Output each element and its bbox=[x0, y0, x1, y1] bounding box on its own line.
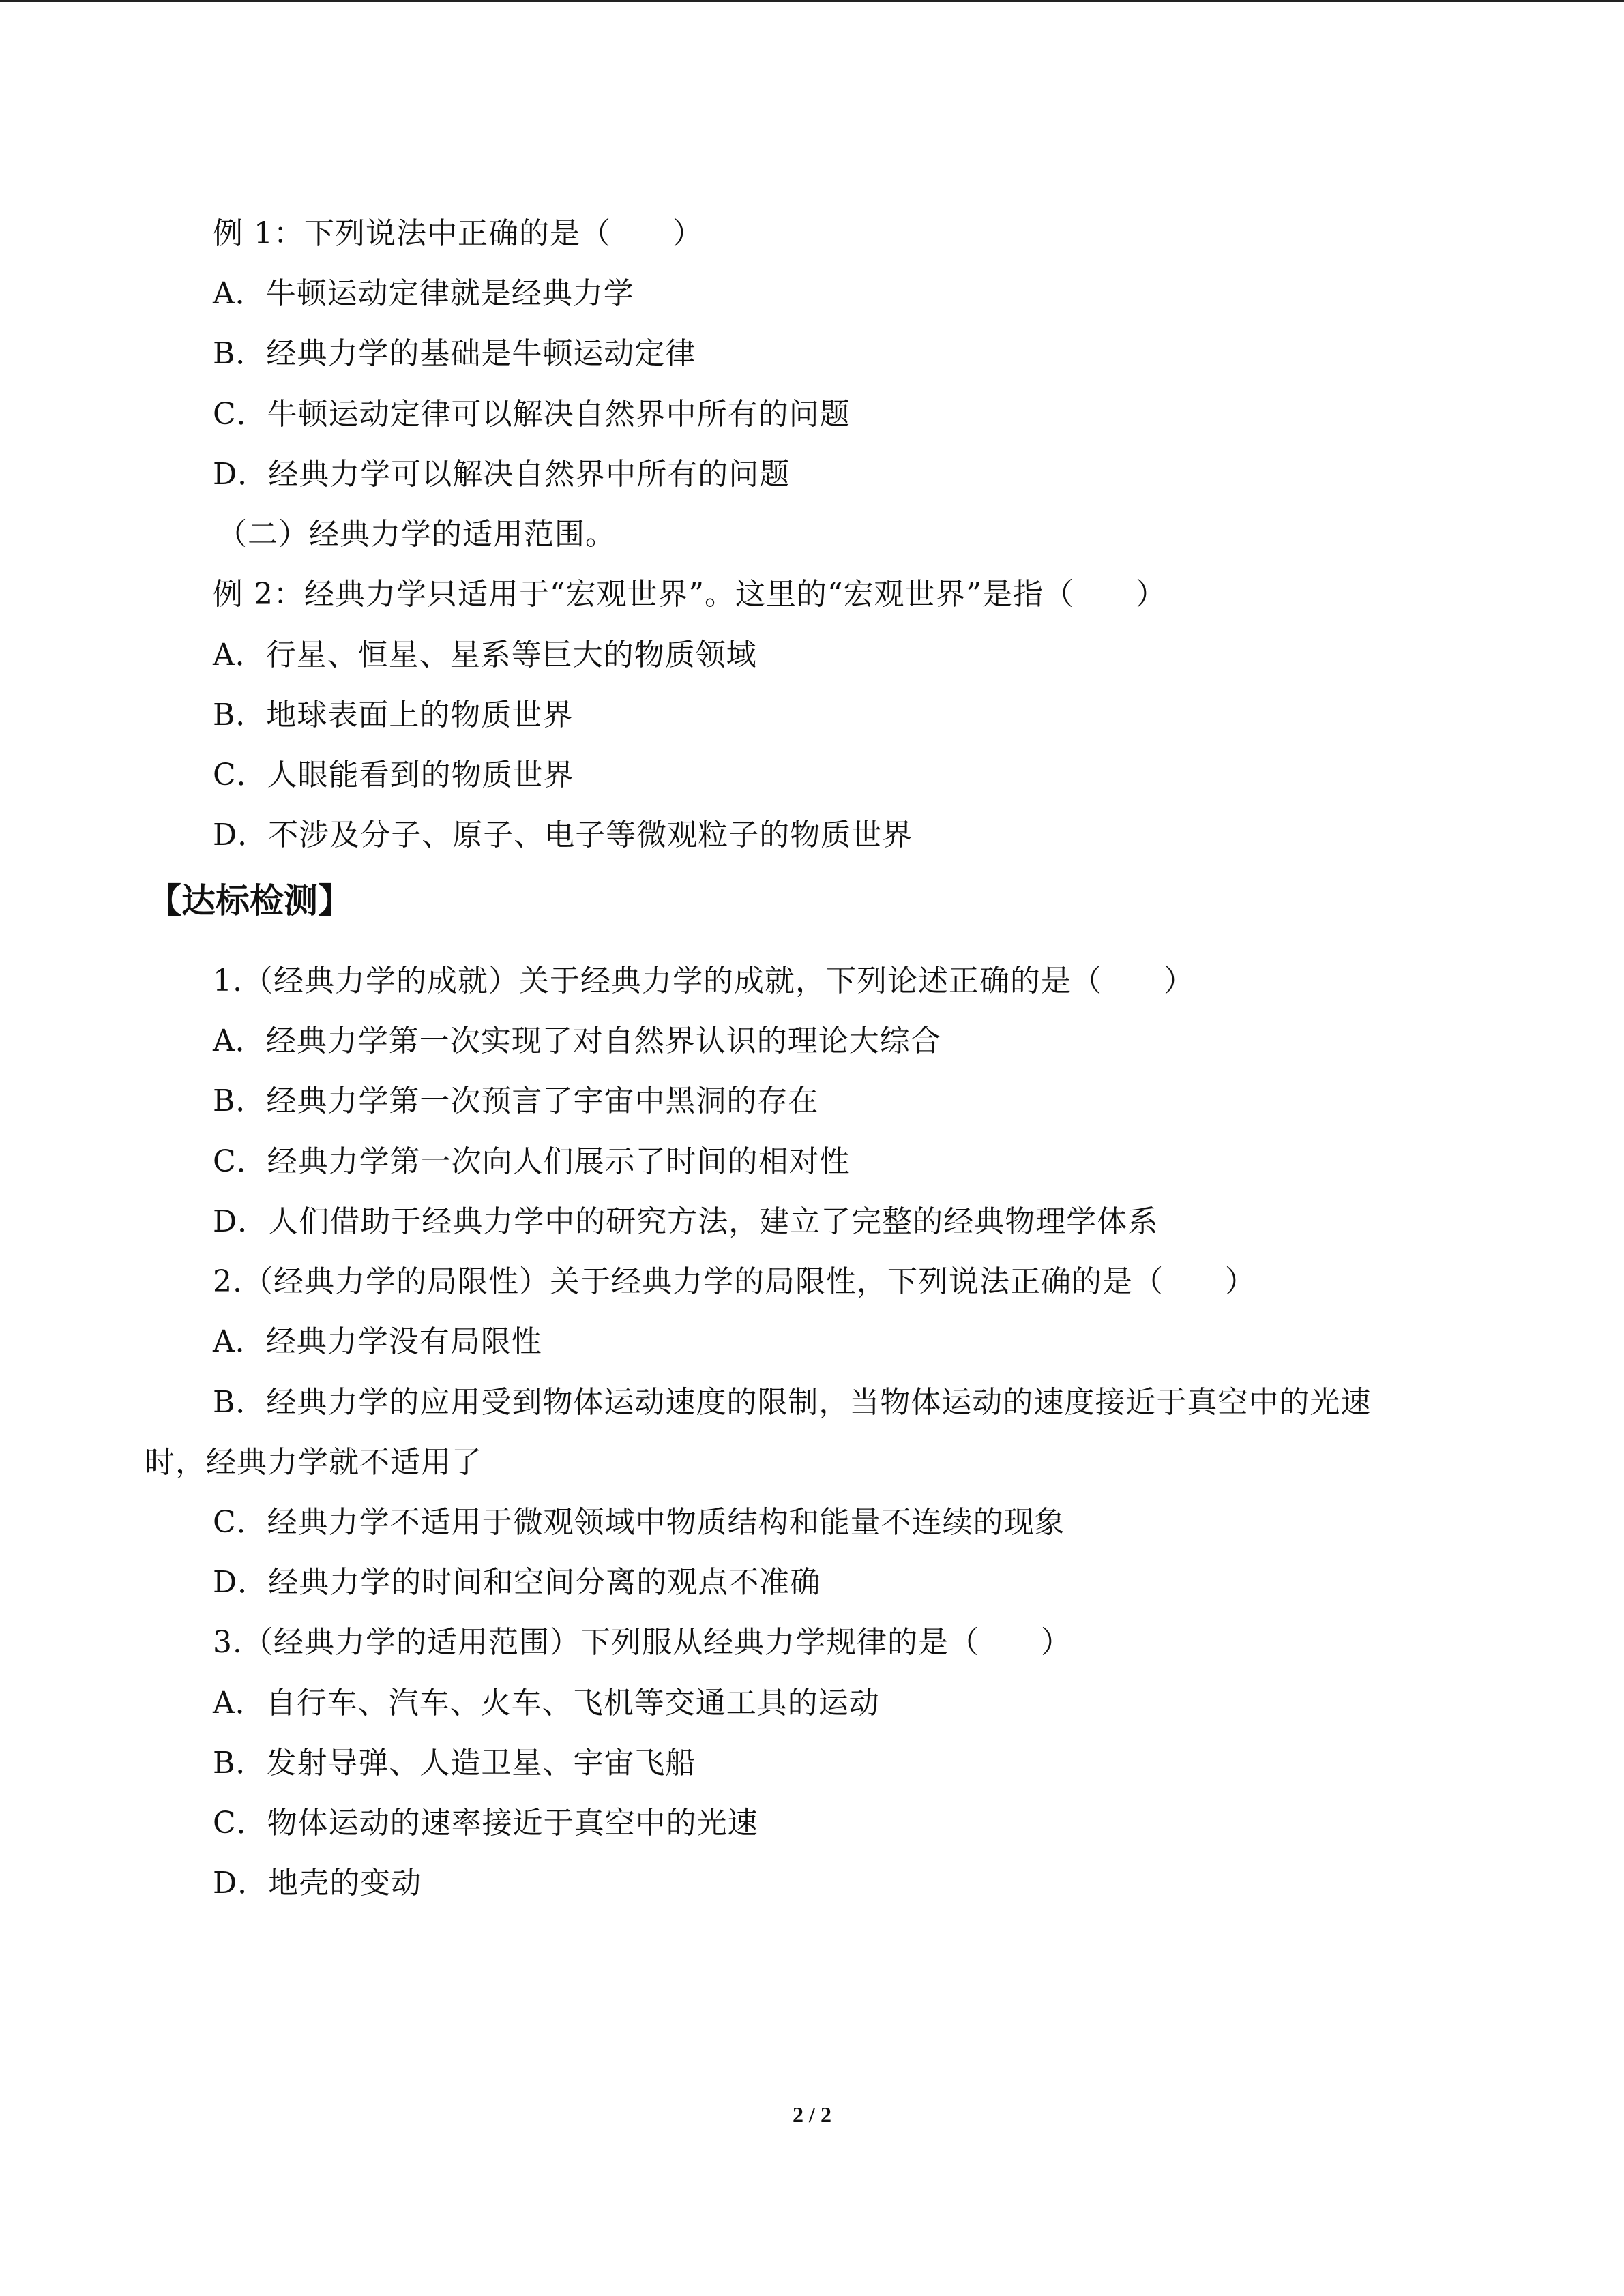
question1-option-d: D．人们借助于经典力学中的研究方法，建立了完整的经典物理学体系 bbox=[213, 1204, 1159, 1239]
question2: 2.（经典力学的局限性）关于经典力学的局限性，下列说法正确的是（ ） bbox=[213, 1264, 1256, 1299]
example1-option-a: A．牛顿运动定律就是经典力学 bbox=[213, 276, 634, 311]
question1-option-b: B．经典力学第一次预言了宇宙中黑洞的存在 bbox=[213, 1084, 819, 1118]
question1: 1.（经典力学的成就）关于经典力学的成就，下列论述正确的是（ ） bbox=[213, 964, 1194, 998]
question3-option-d: D．地壳的变动 bbox=[213, 1866, 422, 1900]
question3: 3.（经典力学的适用范围）下列服从经典力学规律的是（ ） bbox=[213, 1625, 1072, 1660]
question1-option-c: C．经典力学第一次向人们展示了时间的相对性 bbox=[213, 1144, 851, 1179]
example1-option-d: D．经典力学可以解决自然界中所有的问题 bbox=[213, 457, 791, 492]
question2-option-c: C．经典力学不适用于微观领域中物质结构和能量不连续的现象 bbox=[213, 1505, 1065, 1540]
example2-option-b: B．地球表面上的物质世界 bbox=[213, 698, 574, 732]
question2-option-b-line1: B．经典力学的应用受到物体运动速度的限制，当物体运动的速度接近于真空中的光速 bbox=[213, 1385, 1372, 1420]
question2-option-d: D．经典力学的时间和空间分离的观点不准确 bbox=[213, 1565, 821, 1600]
example2-question: 例 2：经典力学只适用于“宏观世界”。这里的“宏观世界”是指（ ） bbox=[213, 577, 1166, 612]
example2-option-a: A．行星、恒星、星系等巨大的物质领域 bbox=[213, 638, 757, 672]
page-top-border bbox=[0, 0, 1624, 2]
question1-option-a: A．经典力学第一次实现了对自然界认识的理论大综合 bbox=[213, 1024, 941, 1058]
example1-question: 例 1：下列说法中正确的是（ ） bbox=[213, 216, 703, 251]
question3-option-c: C．物体运动的速率接近于真空中的光速 bbox=[213, 1806, 758, 1840]
question3-option-b: B．发射导弹、人造卫星、宇宙飞船 bbox=[213, 1746, 696, 1780]
section-heading: 【达标检测】 bbox=[147, 880, 352, 921]
example2-option-c: C．人眼能看到的物质世界 bbox=[213, 758, 574, 792]
example2-option-d: D．不涉及分子、原子、电子等微观粒子的物质世界 bbox=[213, 818, 913, 852]
example1-option-b: B．经典力学的基础是牛顿运动定律 bbox=[213, 336, 696, 371]
page-number: 2 / 2 bbox=[793, 2102, 831, 2127]
example1-option-c: C．牛顿运动定律可以解决自然界中所有的问题 bbox=[213, 397, 851, 432]
subsection-heading: （二）经典力学的适用范围。 bbox=[217, 517, 616, 552]
question3-option-a: A．自行车、汽车、火车、飞机等交通工具的运动 bbox=[213, 1686, 880, 1720]
question2-option-a: A．经典力学没有局限性 bbox=[213, 1324, 542, 1359]
question2-option-b-line2: 时，经典力学就不适用了 bbox=[145, 1445, 482, 1480]
